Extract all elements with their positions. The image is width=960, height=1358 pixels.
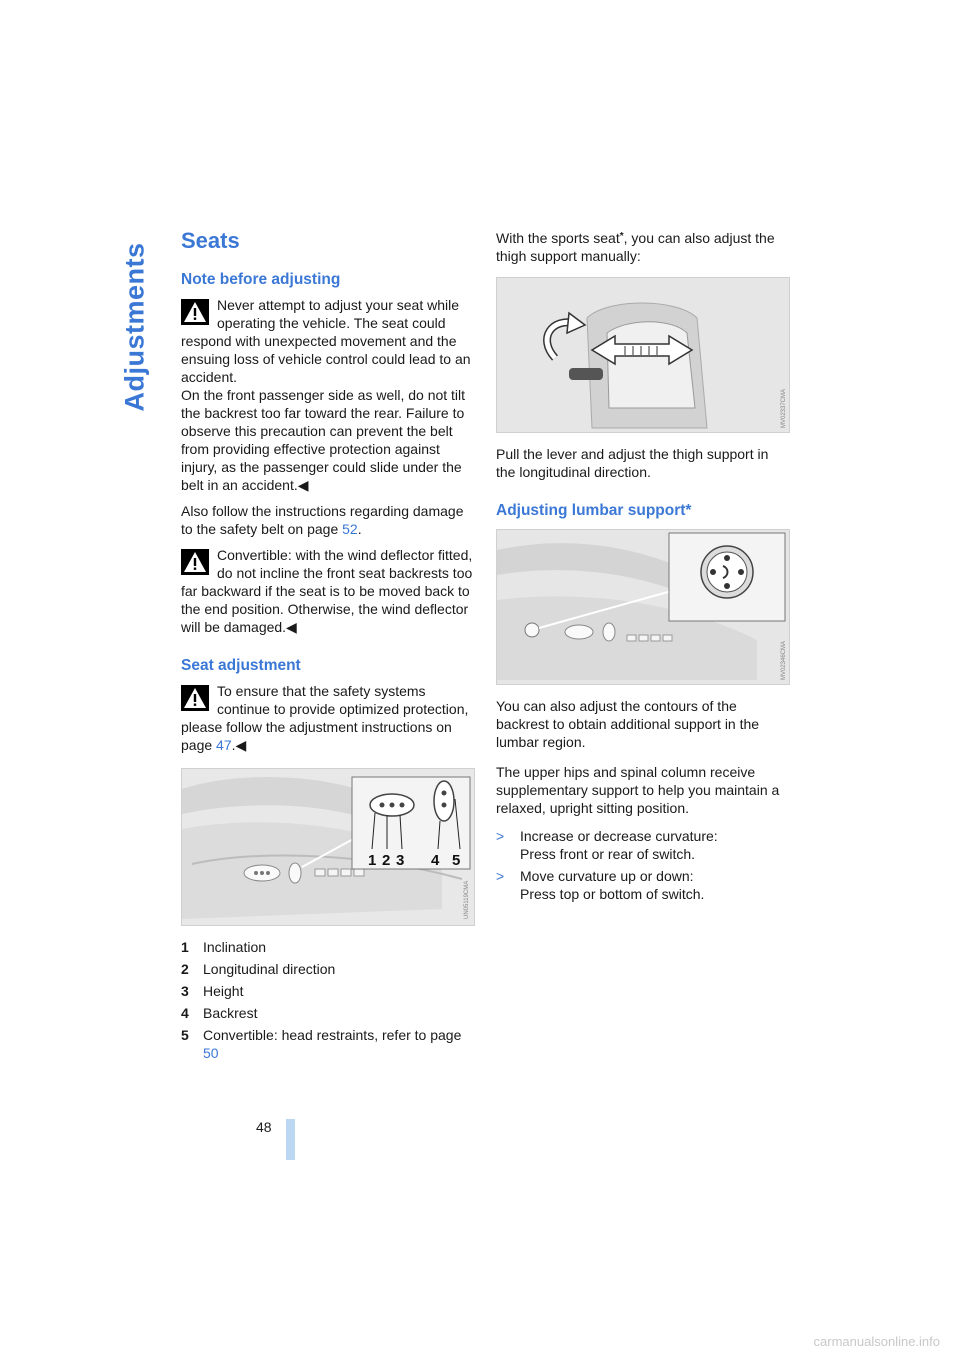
warning-icon <box>181 299 209 325</box>
legend-item <box>181 1004 473 1022</box>
seat-controls-illustration <box>182 769 474 925</box>
asterisk-mark: * <box>619 231 624 242</box>
legend-item <box>181 960 473 978</box>
warning-text: Convertible: with the wind deflector fitted, do not incline the front seat backrests too far backward if the seat is to be moved back to the end position. Otherwise, the wind deflector will be damaged.◀ <box>181 547 473 635</box>
legend-number: 1 <box>181 939 189 955</box>
page-link[interactable]: 52 <box>342 521 358 537</box>
figure-callout-4: 4 <box>431 852 440 869</box>
seat-adjustment-heading: Seat adjustment <box>181 657 301 674</box>
paragraph <box>496 228 788 265</box>
bullet-text <box>520 867 704 903</box>
warning-icon <box>181 685 209 711</box>
paragraph: Pull the lever and adjust the thigh support in the longitudinal direction. <box>496 446 769 480</box>
figure-callout-3: 3 <box>396 852 405 869</box>
paragraph-text: Also follow the instructions regarding damage to the safety belt on page <box>181 503 464 537</box>
paragraph: Also follow the instructions regarding damage to the safety belt on page 52. <box>181 503 464 537</box>
page-number: 48 <box>256 1119 272 1135</box>
bullet-line: Increase or decrease curvature: <box>520 828 718 844</box>
legend-number: 3 <box>181 983 189 999</box>
figure-callout-5: 5 <box>452 852 461 869</box>
bullet-line: Move curvature up or down: <box>520 868 694 884</box>
warning-text: On the front passenger side as well, do not tilt the backrest too far toward the rear. Failure to observe this precaution can prevent the belt from providing effective protection against injury, as the passenger could slide under the belt in an accident.◀ <box>181 387 466 493</box>
legend-text: Longitudinal direction <box>203 961 336 977</box>
legend-text-body: Convertible: head restraints, refer to page <box>203 1027 462 1043</box>
figure-code: UN05119CMA <box>464 880 470 919</box>
warning-block <box>181 546 473 636</box>
figure-code: MV02346CMA <box>781 640 787 680</box>
page-marker-bar <box>286 1119 295 1160</box>
bullet-line: Press front or rear of switch. <box>520 846 696 862</box>
warning-icon <box>181 549 209 575</box>
figure-callout-2: 2 <box>382 852 391 869</box>
lumbar-support-illustration <box>497 530 789 684</box>
paragraph: The upper hips and spinal column receive supplementary support to help you maintain a relaxed, upright sitting position. <box>496 764 780 816</box>
paragraph-text: , you can also adjust the thigh support manually: <box>496 230 775 264</box>
section-tab <box>120 232 150 422</box>
bullet-text <box>520 827 718 863</box>
warning-block <box>181 682 473 754</box>
legend-list <box>181 938 473 1062</box>
bullet-list <box>496 827 788 903</box>
thigh-support-illustration <box>497 278 789 432</box>
bullet-mark: > <box>496 828 505 844</box>
section-title: Adjustments <box>120 242 150 412</box>
page-link[interactable]: 50 <box>203 1045 219 1061</box>
paragraph: You can also adjust the contours of the backrest to obtain additional support in the lumbar region. <box>496 698 760 750</box>
bullet-line: Press top or bottom of switch. <box>520 886 705 902</box>
warning-text: Never attempt to adjust your seat while operating the vehicle. The seat could respond with unexpected movement and the ensuing loss of vehicle control could lead to an accident. <box>181 297 471 385</box>
page-title: Seats <box>181 228 240 253</box>
note-heading: Note before adjusting <box>181 271 341 288</box>
page-link[interactable]: 47 <box>216 737 232 753</box>
lumbar-support-figure <box>496 529 790 685</box>
paragraph-text: With the sports seat <box>496 230 620 246</box>
legend-text: Inclination <box>203 939 267 955</box>
legend-item <box>181 1026 473 1062</box>
figure-code: MV02337CMA <box>781 388 787 428</box>
lumbar-heading: Adjusting lumbar support* <box>496 502 692 519</box>
legend-text <box>203 1026 473 1062</box>
warning-text-body: To ensure that the safety systems continue to provide optimized protection, please follow the adjustment instructions on page <box>181 683 469 753</box>
legend-text: Backrest <box>203 1005 258 1021</box>
bullet-item <box>496 827 788 863</box>
legend-number: 2 <box>181 961 189 977</box>
thigh-support-figure <box>496 277 790 433</box>
bullet-mark: > <box>496 868 505 884</box>
figure-callout-1: 1 <box>368 852 377 869</box>
legend-number: 4 <box>181 1005 189 1021</box>
legend-item <box>181 938 473 956</box>
bullet-item <box>496 867 788 903</box>
warning-block <box>181 296 473 494</box>
left-column <box>181 228 473 1066</box>
legend-item <box>181 982 473 1000</box>
right-column <box>496 228 788 907</box>
watermark: carmanualsonline.info <box>813 1334 940 1349</box>
seat-controls-figure <box>181 768 475 926</box>
warning-text: To ensure that the safety systems continue to provide optimized protection, please follow the adjustment instructions on page 47.◀ <box>181 683 469 753</box>
legend-number: 5 <box>181 1027 189 1043</box>
legend-text: Height <box>203 983 244 999</box>
